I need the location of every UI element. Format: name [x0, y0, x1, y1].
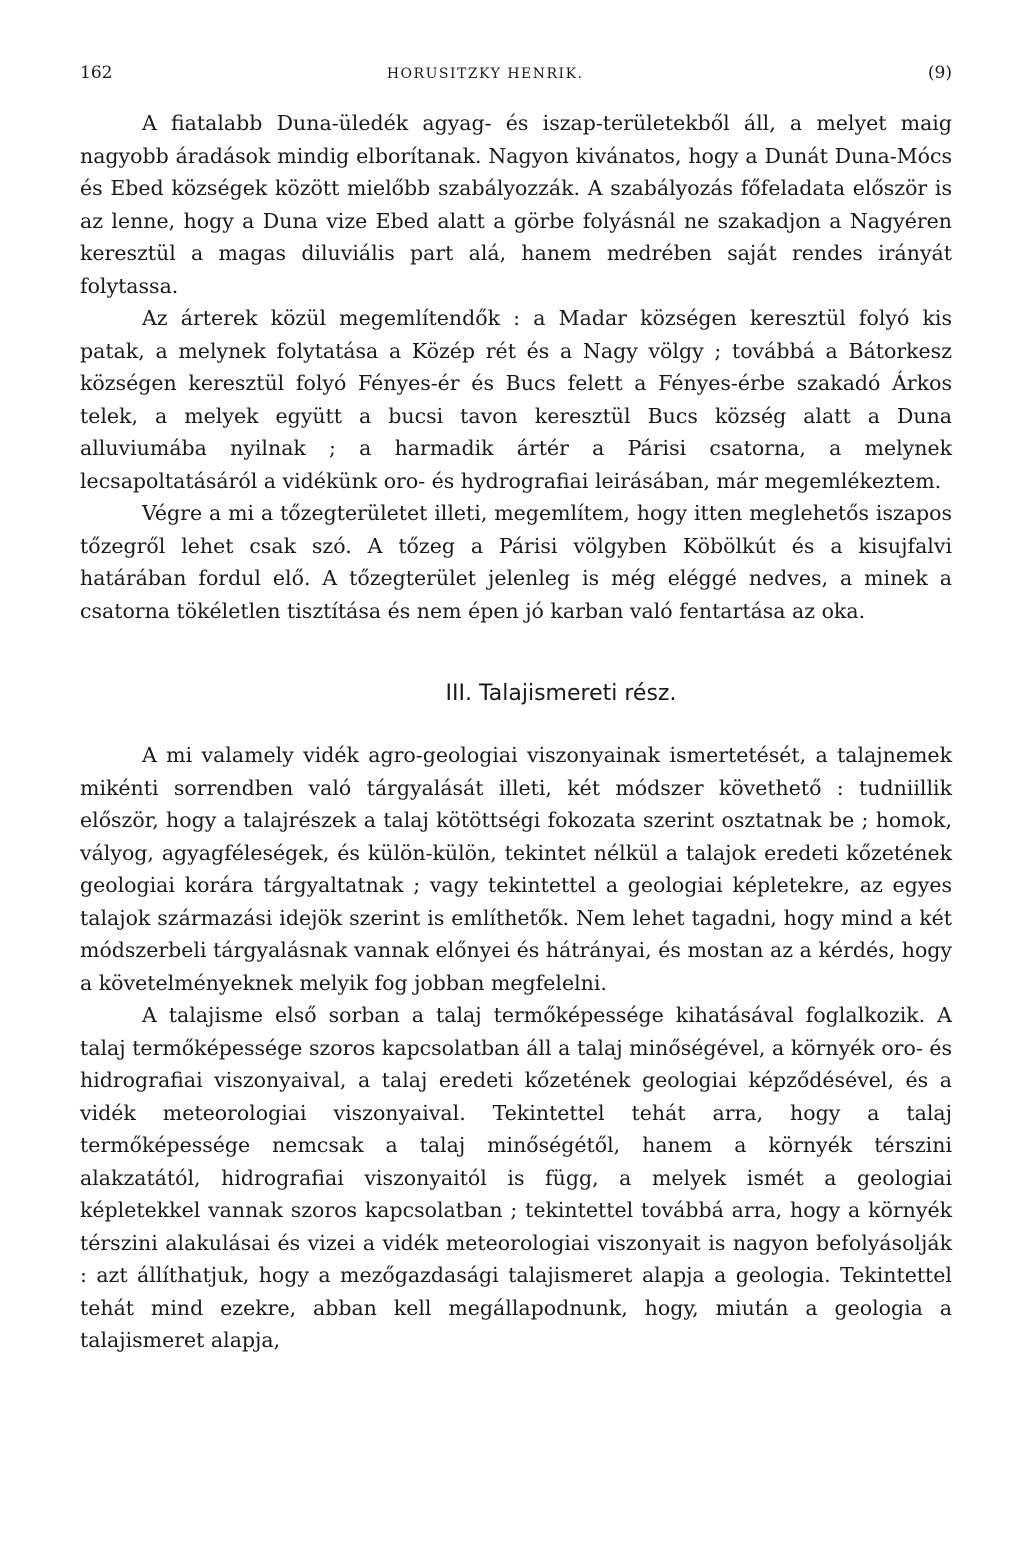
paragraph-alluvium: A fiatalabb Duna-üledék agyag- és iszap-területekből áll, a melyet maig nagyobb áradások mindig elborítanak. Nagyon kivánatos, hogy a Dunát Duna-Mócs és Ebed községek között mielőbb szabályozzák. A szabályozás főfeladata először is az lenne, hogy a Duna vize Ebed alatt a görbe folyásnál ne szakadjon a Nagyéren keresztül a magas diluviális part alá, hanem medrében saját rendes irányát folytassa.: [80, 111, 952, 298]
running-title: HORUSITZKY HENRIK.: [386, 66, 584, 82]
paragraph-talajisme: A talajisme első sorban a talaj termőképessége kihatásával foglalkozik. A talaj termőképessége szoros kapcsolatban áll a talaj minőségével, a környék oro- és hidrografiai viszonyaival, a talaj eredeti kőzetének geologiai képződésével, és a vidék meteorologiai viszonyaival. Tekintettel tehát arra, hogy a talaj termőképessége nemcsak a talaj minőségétől, hanem a környék térszini alakzatától, hidrografiai viszonyaitól is függ, a melyek ismét a geologiai képletekkel vannak szoros kapcsolatban ; tekintettel továbbá arra, hogy a környék térszini alakulásai és vizei a vidék meteorologiai viszonyait is nagyon befolyásolják : azt állíthatjuk, hogy a mezőgazdasági talajismeret alapja a geologia. Tekintettel tehát mind ezekre, abban kell megállapodnunk, hogy, miután a geologia a talajismeret alapja,: [80, 1003, 952, 1352]
section-number: (9): [927, 63, 952, 83]
page-number: 162: [80, 63, 113, 83]
running-head: [80, 62, 952, 85]
paragraph-modszer: A mi valamely vidék agro-geologiai viszonyainak ismertetését, a talajnemek mikénti sorrendben való tárgyalását illeti, két módszer követhető : tudniillik először, hogy a talajrészek a talaj kötöttségi fokozata szerint osztatnak be ; homok, vályog, agyagféleségek, és külön-külön, tekintet nélkül a talajok eredeti kőzetének geologiai korára tárgyaltatnak ; vagy tekintettel a geologiai képletekre, az egyes talajok származási idejök szerint is említhetők. Nem lehet tagadni, hogy mind a két módszerbeli tárgyalásnak vannak előnyei és hátrányai, és mostan az a kérdés, hogy a követelményeknek melyik fog jobban megfelelni.: [80, 743, 952, 995]
paragraph-arterek: Az árterek közül megemlítendők : a Madar községen keresztül folyó kis patak, a melynek folytatása a Közép rét és a Nagy völgy ; továbbá a Bátorkesz községen keresztül folyó Fényes-ér és Bucs felett a Fényes-érbe szakadó Árkos telek, a melyek együtt a bucsi tavon keresztül Bucs község alatt a Duna alluviumába nyilnak ; a harmadik ártér a Párisi csatorna, a melynek lecsapoltatásáról a vidékünk oro- és hydrografiai leirásában, már megemlékeztem.: [80, 306, 952, 493]
section-heading: III. Talajismereti rész.: [445, 681, 677, 706]
paragraph-tozeg: Végre a mi a tőzegterületet illeti, megemlítem, hogy itten meglehetős iszapos tőzegről lehet csak szó. A tőzeg a Párisi völgyben Köbölkút és a kisujfalvi határában fordul elő. A tőzegterület jelenleg is még eléggé nedves, a minek a csatorna tökéletlen tisztítása és nem épen jó karban való fentartása az oka.: [80, 501, 952, 623]
body-text: [80, 107, 952, 1357]
